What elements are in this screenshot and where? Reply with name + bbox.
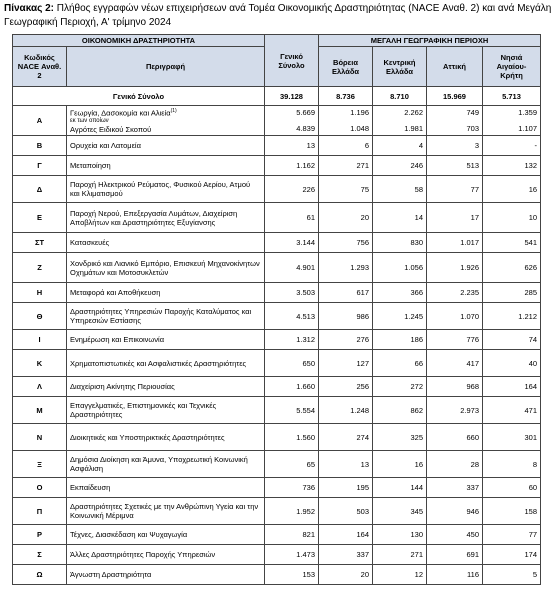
cell-islands: 5 — [483, 565, 541, 585]
header-islands: Νησιά Αιγαίου-Κρήτη — [483, 47, 541, 87]
cell-code: Μ — [13, 397, 67, 424]
cell-attica: 946 — [427, 498, 483, 525]
cell-code: Ξ — [13, 451, 67, 478]
cell-attica: 337 — [427, 478, 483, 498]
cell-islands: 471 — [483, 397, 541, 424]
cell-desc: Διοικητικές και Υποστηρικτικές Δραστηριότητες — [67, 424, 265, 451]
cell-islands: 626 — [483, 253, 541, 283]
grand-total-central: 8.710 — [373, 87, 427, 106]
cell-attica: 1.070 — [427, 303, 483, 330]
cell-north: 13 — [319, 451, 373, 478]
cell-attica: 660 — [427, 424, 483, 451]
cell-attica: 450 — [427, 525, 483, 545]
table-row — [13, 397, 541, 424]
agriculture-central-cell — [373, 106, 427, 136]
cell-code: Δ — [13, 176, 67, 203]
cell-central: 14 — [373, 203, 427, 233]
table-row — [13, 203, 541, 233]
table-row — [13, 233, 541, 253]
agriculture-sub-islands: 1.107 — [518, 124, 538, 133]
cell-total: 13 — [265, 136, 319, 156]
cell-north: 271 — [319, 156, 373, 176]
cell-north: 274 — [319, 424, 373, 451]
cell-desc: Άγνωστη Δραστηριότητα — [67, 565, 265, 585]
cell-desc: Μεταποίηση — [67, 156, 265, 176]
cell-north: 1.248 — [319, 397, 373, 424]
cell-central: 16 — [373, 451, 427, 478]
cell-total: 1.473 — [265, 545, 319, 565]
cell-attica: 2.973 — [427, 397, 483, 424]
cell-desc: Χρηματοπιστωτικές και Ασφαλιστικές Δραστηριότητες — [67, 350, 265, 377]
cell-islands: 40 — [483, 350, 541, 377]
grand-total-total: 39.128 — [265, 87, 319, 106]
cell-attica: 3 — [427, 136, 483, 156]
agriculture-total-cell — [265, 106, 319, 136]
cell-north: 256 — [319, 377, 373, 397]
cell-north: 127 — [319, 350, 373, 377]
cell-total: 650 — [265, 350, 319, 377]
cell-central: 246 — [373, 156, 427, 176]
cell-islands: 301 — [483, 424, 541, 451]
cell-total: 1.312 — [265, 330, 319, 350]
cell-desc: Άλλες Δραστηριότητες Παροχής Υπηρεσιών — [67, 545, 265, 565]
cell-north: 986 — [319, 303, 373, 330]
agriculture-sub-label: εκ των οποίων — [70, 117, 109, 124]
cell-total: 3.144 — [265, 233, 319, 253]
cell-total: 3.503 — [265, 283, 319, 303]
cell-islands: 77 — [483, 525, 541, 545]
cell-north: 164 — [319, 525, 373, 545]
table-row-agriculture — [13, 106, 541, 136]
cell-code: Θ — [13, 303, 67, 330]
cell-attica: 116 — [427, 565, 483, 585]
cell-code: Ι — [13, 330, 67, 350]
cell-attica: 1.017 — [427, 233, 483, 253]
cell-north: 20 — [319, 565, 373, 585]
table-row — [13, 253, 541, 283]
cell-attica: 28 — [427, 451, 483, 478]
header-north: Βόρεια Ελλάδα — [319, 47, 373, 87]
table-row — [13, 498, 541, 525]
cell-code: Κ — [13, 350, 67, 377]
cell-desc: Ενημέρωση και Επικοινωνία — [67, 330, 265, 350]
table-row — [13, 350, 541, 377]
table-row — [13, 478, 541, 498]
cell-north: 756 — [319, 233, 373, 253]
cell-desc: Επαγγελματικές, Επιστημονικές και Τεχνικές Δραστηριότητες — [67, 397, 265, 424]
agriculture-north: 1.196 — [350, 108, 369, 117]
header-activity-group: ΟΙΚΟΝΟΜΙΚΗ ΔΡΑΣΤΗΡΙΟΤΗΤΑ — [13, 35, 265, 47]
cell-north: 276 — [319, 330, 373, 350]
cell-desc: Διαχείριση Ακίνητης Περιουσίας — [67, 377, 265, 397]
table-row — [13, 303, 541, 330]
cell-islands: 60 — [483, 478, 541, 498]
agriculture-sub-north: 1.048 — [350, 124, 369, 133]
cell-code: Λ — [13, 377, 67, 397]
cell-islands: 10 — [483, 203, 541, 233]
cell-desc: Μεταφορά και Αποθήκευση — [67, 283, 265, 303]
cell-islands: 8 — [483, 451, 541, 478]
agriculture-sub-desc: Αγρότες Ειδικού Σκοπού — [70, 124, 152, 134]
table-row — [13, 424, 541, 451]
cell-desc: Παροχή Ηλεκτρικού Ρεύματος, Φυσικού Αερίου, Ατμού και Κλιματισμού — [67, 176, 265, 203]
cell-central: 12 — [373, 565, 427, 585]
cell-islands: 1.212 — [483, 303, 541, 330]
cell-total: 61 — [265, 203, 319, 233]
cell-attica: 513 — [427, 156, 483, 176]
cell-central: 830 — [373, 233, 427, 253]
cell-code: Ε — [13, 203, 67, 233]
cell-desc: Δημόσια Διοίκηση και Άμυνα, Υποχρεωτική Κοινωνική Ασφάλιση — [67, 451, 265, 478]
cell-central: 144 — [373, 478, 427, 498]
agriculture-sub-attica: 703 — [466, 124, 479, 133]
cell-islands: 74 — [483, 330, 541, 350]
cell-central: 345 — [373, 498, 427, 525]
cell-central: 325 — [373, 424, 427, 451]
cell-attica: 968 — [427, 377, 483, 397]
cell-code: Γ — [13, 156, 67, 176]
cell-attica: 691 — [427, 545, 483, 565]
grand-total-islands: 5.713 — [483, 87, 541, 106]
agriculture-north-cell — [319, 106, 373, 136]
cell-north: 195 — [319, 478, 373, 498]
cell-code: Β — [13, 136, 67, 156]
table-row — [13, 330, 541, 350]
header-description: Περιγραφή — [67, 47, 265, 87]
agriculture-total: 5.669 — [296, 108, 315, 117]
cell-total: 736 — [265, 478, 319, 498]
agriculture-sub-central: 1.981 — [404, 124, 423, 133]
cell-desc: Τέχνες, Διασκέδαση και Ψυχαγωγία — [67, 525, 265, 545]
cell-code: Ν — [13, 424, 67, 451]
cell-code: Ω — [13, 565, 67, 585]
agriculture-islands: 1.359 — [518, 108, 538, 117]
cell-central: 272 — [373, 377, 427, 397]
cell-total: 4.901 — [265, 253, 319, 283]
cell-north: 1.293 — [319, 253, 373, 283]
cell-central: 1.245 — [373, 303, 427, 330]
data-table — [12, 34, 541, 585]
cell-islands: 164 — [483, 377, 541, 397]
cell-central: 862 — [373, 397, 427, 424]
cell-attica: 1.926 — [427, 253, 483, 283]
cell-attica: 2.235 — [427, 283, 483, 303]
caption-line2: Γεωγραφική Περιοχή, Α' τρίμηνο 2024 — [4, 17, 172, 28]
cell-north: 503 — [319, 498, 373, 525]
cell-total: 226 — [265, 176, 319, 203]
cell-desc: Κατασκευές — [67, 233, 265, 253]
cell-desc: Δραστηριότητες Υπηρεσιών Παροχής Καταλύματος και Υπηρεσιών Εστίασης — [67, 303, 265, 330]
cell-central: 130 — [373, 525, 427, 545]
cell-total: 153 — [265, 565, 319, 585]
cell-total: 4.513 — [265, 303, 319, 330]
table-row — [13, 451, 541, 478]
cell-central: 186 — [373, 330, 427, 350]
grand-total-attica: 15.969 — [427, 87, 483, 106]
cell-total: 1.952 — [265, 498, 319, 525]
cell-attica: 17 — [427, 203, 483, 233]
cell-north: 617 — [319, 283, 373, 303]
caption-text: Πλήθος εγγραφών νέων επιχειρήσεων ανά Τομέα Οικονομικής Δραστηριότητας (NACE Αναθ. 2) και ανά Μεγάλη — [56, 3, 551, 14]
cell-desc: Χονδρικό και Λιανικό Εμπόριο, Επισκευή Μηχανοκίνητων Οχημάτων και Μοτοσυκλετών — [67, 253, 265, 283]
table-row — [13, 545, 541, 565]
cell-code: Σ — [13, 545, 67, 565]
table-caption — [4, 2, 551, 30]
grand-total-north: 8.736 — [319, 87, 373, 106]
grand-total-label: Γενικό Σύνολο — [13, 87, 265, 106]
table-row — [13, 176, 541, 203]
cell-islands: 158 — [483, 498, 541, 525]
agriculture-central: 2.262 — [404, 108, 423, 117]
cell-attica: 417 — [427, 350, 483, 377]
cell-code: Ρ — [13, 525, 67, 545]
cell-central: 271 — [373, 545, 427, 565]
agriculture-sub-total: 4.839 — [296, 124, 315, 133]
cell-attica: 776 — [427, 330, 483, 350]
cell-total: 1.162 — [265, 156, 319, 176]
agriculture-desc-cell — [67, 106, 265, 136]
cell-desc: Εκπαίδευση — [67, 478, 265, 498]
agriculture-attica: 749 — [466, 108, 479, 117]
table-row — [13, 525, 541, 545]
cell-total: 821 — [265, 525, 319, 545]
caption-label: Πίνακας 2: — [4, 3, 54, 14]
header-attica: Αττική — [427, 47, 483, 87]
cell-north: 20 — [319, 203, 373, 233]
cell-islands: 174 — [483, 545, 541, 565]
header-region-group: ΜΕΓΑΛΗ ΓΕΩΓΡΑΦΙΚΗ ΠΕΡΙΟΧΗ — [319, 35, 541, 47]
cell-islands: 541 — [483, 233, 541, 253]
cell-central: 1.056 — [373, 253, 427, 283]
cell-central: 4 — [373, 136, 427, 156]
agriculture-desc: Γεωργία, Δασοκομία και Αλιεία — [70, 108, 171, 118]
cell-islands: - — [483, 136, 541, 156]
agriculture-islands-cell — [483, 106, 541, 136]
cell-north: 337 — [319, 545, 373, 565]
table-row — [13, 156, 541, 176]
cell-central: 58 — [373, 176, 427, 203]
cell-total: 5.554 — [265, 397, 319, 424]
header-central: Κεντρική Ελλάδα — [373, 47, 427, 87]
cell-code: Π — [13, 498, 67, 525]
cell-code: Ο — [13, 478, 67, 498]
cell-north: 6 — [319, 136, 373, 156]
cell-total: 1.660 — [265, 377, 319, 397]
cell-desc: Ορυχεία και Λατομεία — [67, 136, 265, 156]
cell-attica: 77 — [427, 176, 483, 203]
agriculture-code: Α — [13, 106, 67, 136]
cell-code: ΣΤ — [13, 233, 67, 253]
table-row — [13, 377, 541, 397]
cell-code: Ζ — [13, 253, 67, 283]
table-row — [13, 565, 541, 585]
cell-central: 366 — [373, 283, 427, 303]
agriculture-footnote: (1) — [170, 108, 177, 115]
cell-code: Η — [13, 283, 67, 303]
cell-islands: 132 — [483, 156, 541, 176]
header-code: Κωδικός NACE Αναθ. 2 — [13, 47, 67, 87]
agriculture-attica-cell — [427, 106, 483, 136]
grand-total-row — [13, 87, 541, 106]
cell-total: 65 — [265, 451, 319, 478]
cell-islands: 16 — [483, 176, 541, 203]
cell-central: 66 — [373, 350, 427, 377]
cell-desc: Παροχή Νερού, Επεξεργασία Λυμάτων, Διαχείριση Αποβλήτων και Δραστηριότητες Εξυγίανσης — [67, 203, 265, 233]
cell-total: 1.560 — [265, 424, 319, 451]
table-row — [13, 283, 541, 303]
cell-islands: 285 — [483, 283, 541, 303]
table-row — [13, 136, 541, 156]
cell-north: 75 — [319, 176, 373, 203]
header-total: Γενικό Σύνολο — [265, 35, 319, 87]
cell-desc: Δραστηριότητες Σχετικές με την Ανθρώπινη Υγεία και την Κοινωνική Μέριμνα — [67, 498, 265, 525]
